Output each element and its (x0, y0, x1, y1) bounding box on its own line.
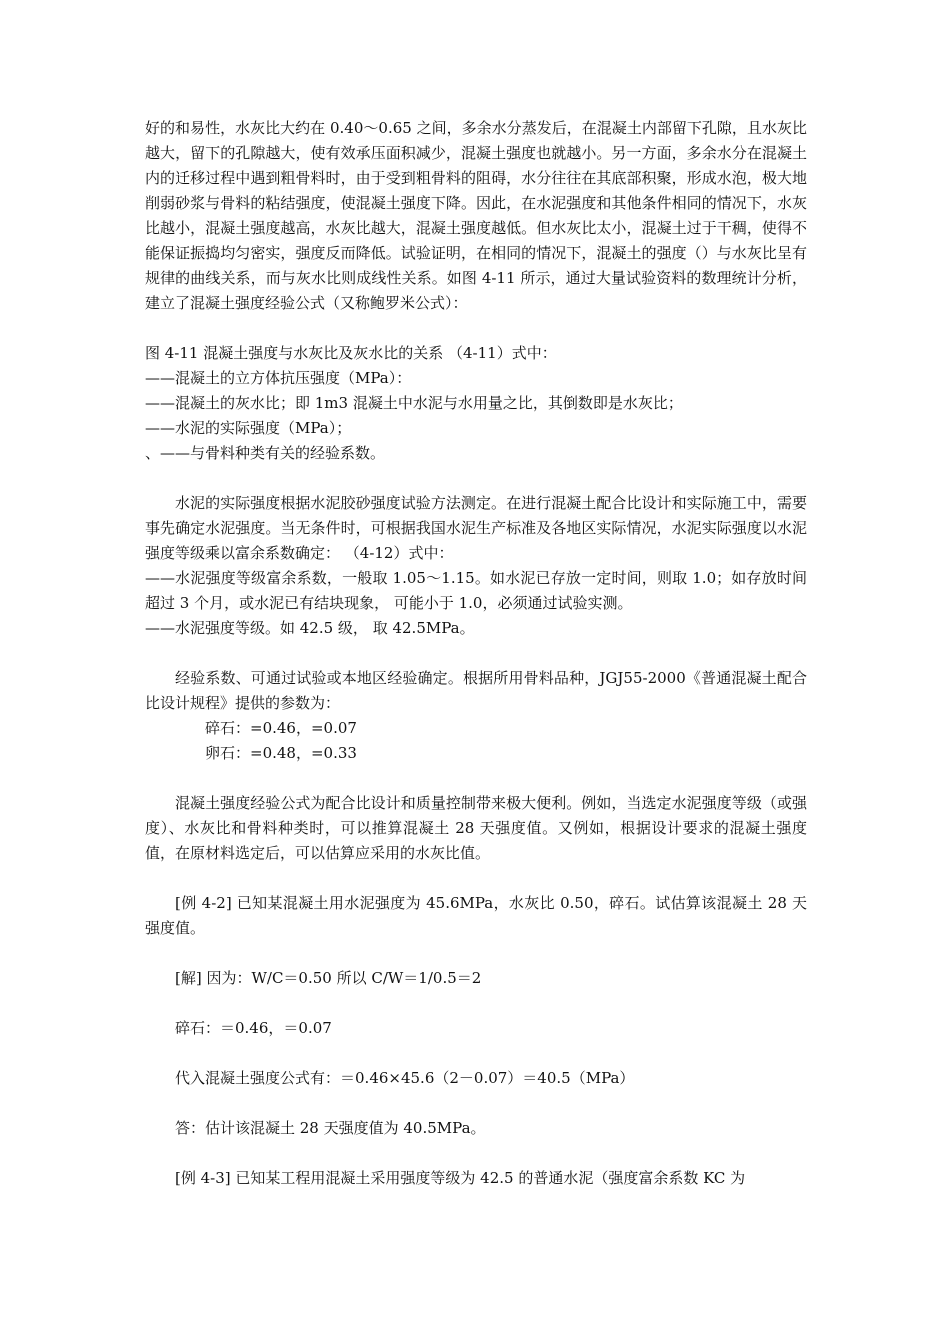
coefficient-gravel: 碎石：=0.46，=0.07 (205, 719, 357, 737)
coefficient-pebble: 卵石：=0.48，=0.33 (205, 744, 357, 762)
figure-caption-4-11: 图 4-11 混凝土强度与水灰比及灰水比的关系 （4-11）式中： (145, 344, 557, 362)
definition-line: ——水泥的实际强度（MPa）； (145, 419, 352, 437)
definition-line: ——水泥强度等级富余系数，一般取 1.05～1.15。如水泥已存放一定时间，则取 1.0；如存放时间超过 3 个月，或水泥已有结块现象， 可能小于 1.0，必须通过试验实测。 (145, 569, 807, 612)
definition-line: ——混凝土的立方体抗压强度（MPa）： (145, 369, 412, 387)
definition-line: 、——与骨料种类有关的经验系数。 (145, 444, 386, 462)
paragraph-empirical-coefficients: 经验系数、可通过试验或本地区经验确定。根据所用骨料品种，JGJ55-2000《普通混凝土配合比设计规程》提供的参数为： (145, 669, 807, 712)
example-4-2: [例 4-2] 已知某混凝土用水泥强度为 45.6MPa，水灰比 0.50，碎石。试估算该混凝土 28 天强度值。 (145, 894, 807, 937)
paragraph-water-cement-ratio: 好的和易性，水灰比大约在 0.40～0.65 之间，多余水分蒸发后，在混凝土内部留下孔隙，且水灰比越大，留下的孔隙越大，使有效承压面积减少，混凝土强度也就越小。另一方面，多余水分在混凝土内的迁移过程中遇到粗骨料时，由于受到粗骨料的阻碍，水分往往在其底部积聚，形成水泡，极大地削弱砂浆与骨料的粘结强度，使混凝土强度下降。因此，在水泥强度和其他条件相同的情况下，水灰比越小，混凝土强度越高，水灰比越大，混凝土强度越低。但水灰比太小，混凝土过于干稠，使得不能保证振捣均匀密实，强度反而降低。试验证明，在相同的情况下，混凝土的强度（）与水灰比呈有规律的曲线关系，而与灰水比则成线性关系。如图 4-11 所示，通过大量试验资料的数理统计分析，建立了混凝土强度经验公式（又称鲍罗米公式）： (145, 119, 807, 312)
solution-line: [解] 因为：W/C＝0.50 所以 C/W＝1/0.5＝2 (175, 969, 482, 987)
solution-gravel-line: 碎石：＝0.46，＝0.07 (175, 1019, 332, 1037)
paragraph-formula-usage: 混凝土强度经验公式为配合比设计和质量控制带来极大便利。例如，当选定水泥强度等级（或强度）、水灰比和骨料种类时，可以推算混凝土 28 天强度值。又例如，根据设计要求的混凝土强度值，在原材料选定后，可以估算应采用的水灰比值。 (145, 794, 807, 862)
answer-line: 答：估计该混凝土 28 天强度值为 40.5MPa。 (175, 1119, 486, 1137)
definition-line: ——水泥强度等级。如 42.5 级， 取 42.5MPa。 (145, 619, 475, 637)
document-body (145, 116, 807, 1191)
solution-calculation: 代入混凝土强度公式有：＝0.46×45.6（2－0.07）＝40.5（MPa） (175, 1069, 635, 1087)
definition-line: ——混凝土的灰水比；即 1m3 混凝土中水泥与水用量之比，其倒数即是水灰比； (145, 394, 683, 412)
paragraph-cement-strength: 水泥的实际强度根据水泥胶砂强度试验方法测定。在进行混凝土配合比设计和实际施工中，需要事先确定水泥强度。当无条件时，可根据我国水泥生产标准及各地区实际情况，水泥实际强度以水泥强度等级乘以富余系数确定： （4-12）式中： (145, 494, 807, 562)
example-4-3: [例 4-3] 已知某工程用混凝土采用强度等级为 42.5 的普通水泥（强度富余系数 KC 为 (175, 1169, 746, 1187)
